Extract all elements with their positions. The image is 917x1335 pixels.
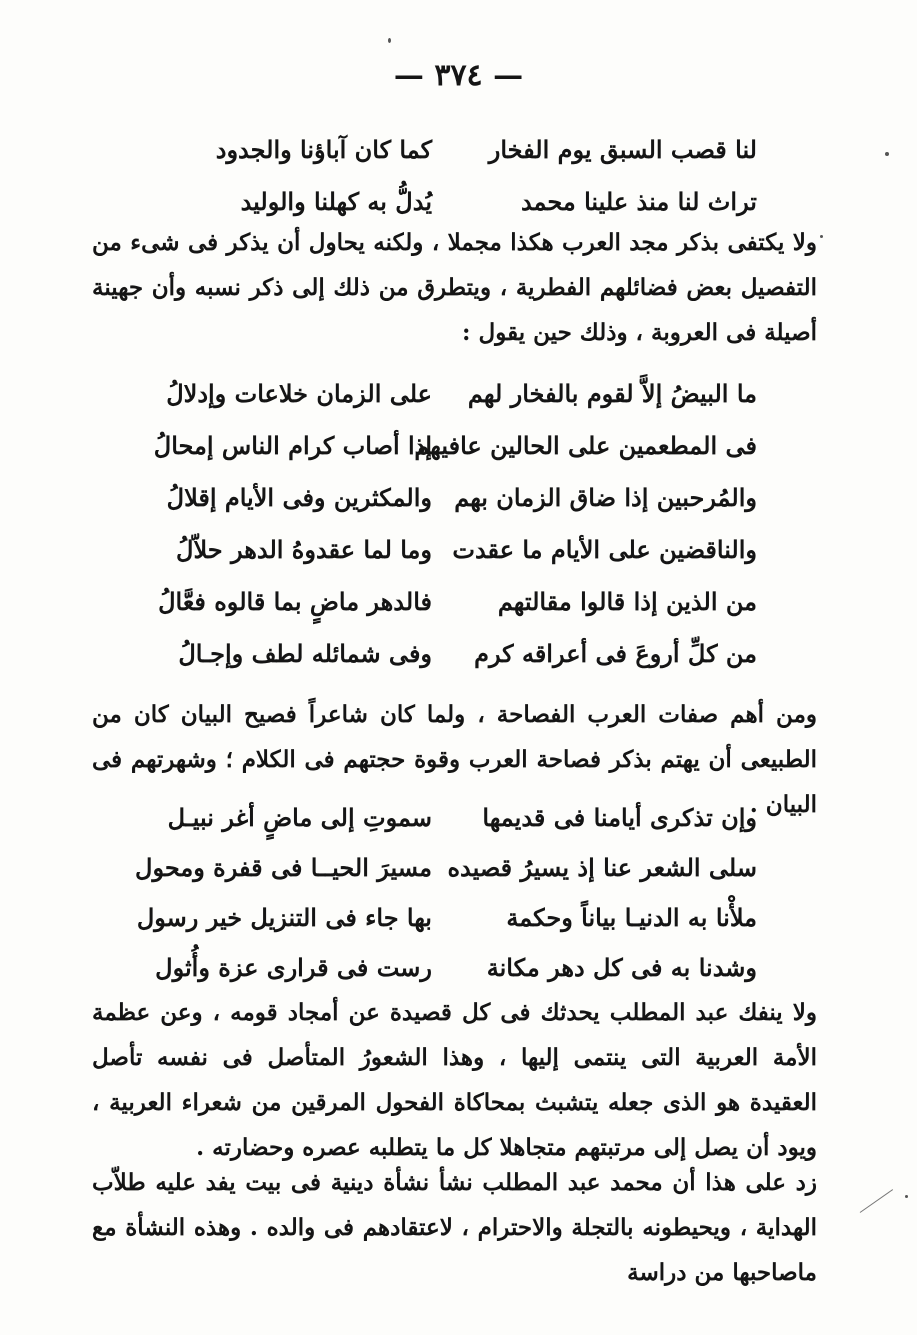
paragraph-text: ومن أهم صفات العرب الفصاحة ، ولما كان شاعراً فصيح البيان كان من الطبيعى أن يهتم بذكر فصاحة العرب وقوة حجتهم فى الكلام ؛ وشهرتهم فى البيان . <box>92 701 817 818</box>
verse-group-2 <box>0 372 917 684</box>
verse-hemistich-first: وشدنا به فى كل دهر مكانة <box>486 953 757 982</box>
verse-hemistich-second: بها جاء فى التنزيل خير رسول <box>136 903 432 932</box>
verse-hemistich-first: من الذين إذا قالوا مقالتهم <box>497 587 757 616</box>
page-number: — ٣٧٤ — <box>393 58 524 93</box>
paragraph-4 <box>92 1160 817 1295</box>
verse-line <box>0 528 917 580</box>
verse-hemistich-second: مسيرَ الحيــا فى قفرة ومحول <box>135 853 432 882</box>
verse-line <box>0 946 917 996</box>
verse-line <box>0 896 917 946</box>
scan-stroke <box>860 1189 893 1213</box>
scan-speck <box>885 152 889 156</box>
verse-group-3 <box>0 796 917 996</box>
verse-group-1 <box>0 128 917 232</box>
verse-line <box>0 796 917 846</box>
verse-hemistich-second: فالدهر ماضٍ بما قالوه فعَّالُ <box>158 587 432 616</box>
verse-hemistich-first: والمُرحبين إذا ضاق الزمان بهم <box>454 483 757 512</box>
verse-hemistich-second: رست فى قرارى عزة وأُثول <box>155 953 432 982</box>
verse-hemistich-second: يُدلُّ به كهلنا والوليد <box>240 187 432 216</box>
paragraph-1 <box>92 220 817 355</box>
verse-hemistich-first: والناقضين على الأيام ما عقدت <box>452 535 757 564</box>
paragraph-text: ولا يكتفى بذكر مجد العرب هكذا مجملا ، ولكنه يحاول أن يذكر فى شىء من التفصيل بعض فضائلهم الفطرية ، ويتطرق من ذلك إلى ذكر نسبه وأن جهينة أصيلة فى العروبة ، وذلك حين يقول : <box>92 229 817 346</box>
verse-hemistich-first: من كلِّ أروعَ فى أعراقه كرم <box>474 639 757 668</box>
verse-hemistich-first: ما البيضُ إلاَّ لقوم بالفخار لهم <box>467 379 757 408</box>
verse-hemistich-first: سلى الشعر عنا إذ يسيرُ قصيده <box>447 853 757 882</box>
verse-line <box>0 632 917 684</box>
verse-hemistich-first: ملأْنا به الدنيـا بياناً وحكمة <box>506 903 757 932</box>
verse-hemistich-second: وفى شمائله لطف وإجـالُ <box>178 639 432 668</box>
verse-hemistich-first: تراث لنا منذ علينا محمد <box>520 187 757 216</box>
verse-hemistich-second: إذا أصاب كرام الناس إمحالُ <box>153 431 432 460</box>
verse-line <box>0 128 917 180</box>
verse-line <box>0 476 917 528</box>
verse-hemistich-first: وإن تذكرى أيامنا فى قديمها <box>482 803 757 832</box>
verse-hemistich-second: كما كان آباؤنا والجدود <box>215 135 432 164</box>
scan-speck <box>820 235 823 238</box>
verse-line <box>0 846 917 896</box>
paragraph-text: زد على هذا أن محمد عبد المطلب نشأ نشأة دينية فى بيت يفد عليه طلاّب الهداية ، ويحيطونه بالتجلة والاحترام ، لاعتقادهم فى والده . وهذه النشأة مع ماصاحبها من دراسة <box>92 1169 817 1286</box>
verse-line <box>0 424 917 476</box>
verse-hemistich-first: فى المطعمين على الحالين عافيهم <box>414 431 757 460</box>
scan-speck <box>388 38 391 43</box>
verse-hemistich-second: سموتِ إلى ماضٍ أغر نبيـل <box>167 803 432 832</box>
verse-hemistich-first: لنا قصب السبق يوم الفخار <box>488 135 757 164</box>
paragraph-3 <box>92 990 817 1170</box>
paragraph-text: ولا ينفك عبد المطلب يحدثك فى كل قصيدة عن أمجاد قومه ، وعن عظمة الأمة العربية التى ينتمى إليها ، وهذا الشعورُ المتأصل فى نفسه تأصل العقيدة هو الذى جعله يتشبث بمحاكاة الفحول المرقين من شعراء العربية ، ويود أن يصل إلى مرتبتهم متجاهلا كل ما يتطلبه عصره وحضارته . <box>92 999 817 1161</box>
verse-line <box>0 372 917 424</box>
scan-speck <box>905 1195 908 1198</box>
verse-line <box>0 580 917 632</box>
verse-hemistich-second: وما لما عقدوهُ الدهر حلاّلُ <box>176 535 432 564</box>
verse-hemistich-second: على الزمان خلاعات وإدلالُ <box>166 379 432 408</box>
verse-hemistich-second: والمكثرين وفى الأيام إقلالُ <box>166 483 432 512</box>
